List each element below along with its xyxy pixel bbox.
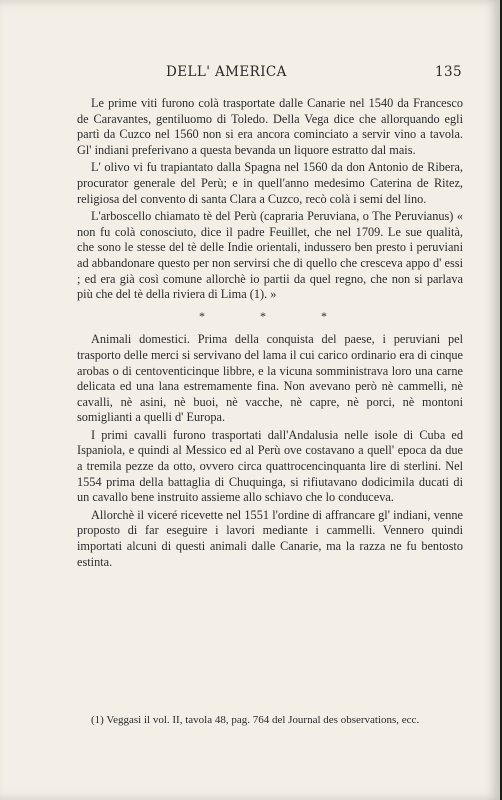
paragraph: L' olivo vi fu trapiantato dalla Spagna nel 1560 da don Antonio de Ribera, procurator generale del Perù; e in quell'anno medesimo Caterina de Ritez, religiosa del convento di santa Clara a Cuzco, recò colà i semi del lino.	[77, 160, 463, 206]
running-title: DELL' AMERICA	[166, 64, 287, 80]
paragraph: Animali domestici. Prima della conquista del paese, i peruviani pel trasporto delle merci si servivano del lama il cui carico ordinario era di cinque arobas o di centoventicinque libbre, e la vicuna somministrava loro una carne delicata ed una lana estremamente fina. Non avevano però nè cammelli, nè cavalli, nè asini, nè buoi, nè vacche, nè capre, nè porci, nè montoni somiglianti a quelli d' Europa.	[77, 332, 463, 425]
body-text	[77, 96, 463, 572]
footnote: (1) Veggasi il vol. II, tavola 48, pag. 764 del Journal des observations, ecc.	[91, 714, 420, 726]
section-separator: * * *	[199, 308, 353, 323]
paragraph: Allorchè il viceré ricevette nel 1551 l'ordine di affrancare gl' indiani, venne proposto di far eseguire i lavori mediante i cammelli. Vennero quindi importati alcuni di questi animali dalle Canarie, ma la razza ne fu bentosto estinta.	[77, 507, 463, 569]
paragraph: Le prime viti furono colà trasportate dalle Canarie nel 1540 da Francesco de Caravantes, gentiluomo di Toledo. Della Vega dice che allorquando egli partì da Cuzco nel 1560 non si era ancora cominciato a servir vino a tavola. Gl' indiani preferivano a questa bevanda un liquore estratto dal mais.	[77, 96, 463, 157]
paragraph: L'arboscello chiamato tè del Perù (capraria Peruviana, o The Peruvianus) « non fu colà conosciuto, dice il padre Feuillet, che nel 1709. Le sue qualità, che sono le stesse del tè delle Indie orientali, indussero ben presto i peruviani ad abbandonare questo per non servirsi che di quello che cresceva appo d' essi ; ed era già così comune allorchè io partii da quel regno, che non si parlava più che del tè della riviera di Lima (1). »	[77, 209, 463, 302]
paragraph: I primi cavalli furono trasportati dall'Andalusia nelle isole di Cuba ed Ispaniola, e quindi al Messico ed al Perù ove costavano a quell' epoca da due a tremila pezze da otto, ovvero circa quattrocencinquanta lire di sterlini. Nel 1554 prima della battaglia di Chuquinga, si rifiutavano dodicimila ducati di un cavallo bene instruito assieme allo schiavo che lo conduceva.	[77, 427, 463, 505]
page-number: 135	[435, 64, 462, 80]
running-header	[70, 64, 462, 84]
